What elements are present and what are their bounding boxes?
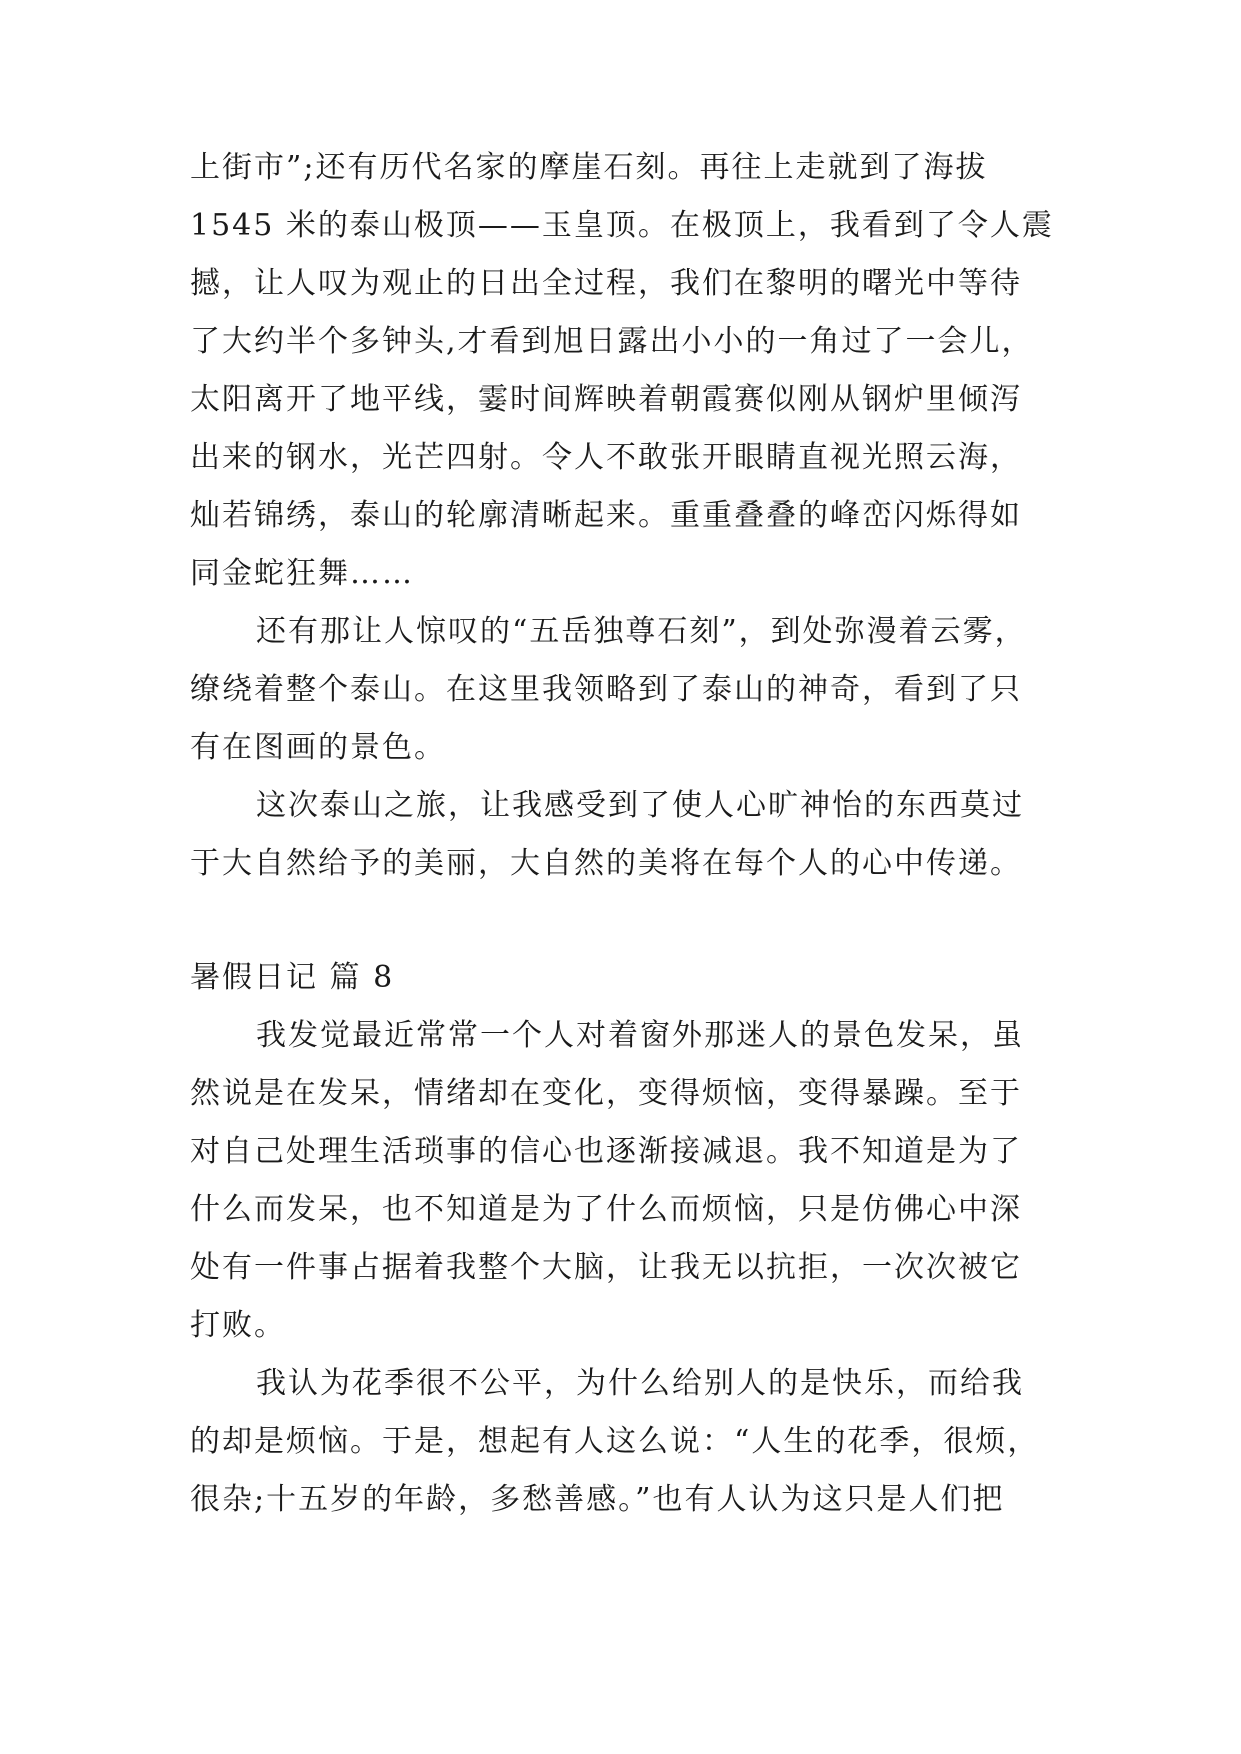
text-line: 什么而发呆，也不知道是为了什么而烦恼，只是仿佛心中深 [190, 1192, 1022, 1227]
text-line: 于大自然给予的美丽，大自然的美将在每个人的心中传递。 [190, 846, 1022, 881]
text-line: 上街市”;还有历代名家的摩崖石刻。再往上走就到了海拔 [190, 150, 988, 185]
text-line: 出来的钢水，光芒四射。令人不敢张开眼睛直视光照云海， [190, 440, 1022, 475]
section-heading: 暑假日记 篇 8 [190, 960, 395, 995]
text-line: 然说是在发呆，情绪却在变化，变得烦恼，变得暴躁。至于 [190, 1076, 1022, 1111]
text-line: 对自己处理生活琐事的信心也逐渐接减退。我不知道是为了 [190, 1134, 1022, 1169]
paragraph-first-line: 这次泰山之旅，让我感受到了使人心旷神怡的东西莫过 [256, 788, 1024, 823]
text-line: 1545 米的泰山极顶——玉皇顶。在极顶上，我看到了令人震 [190, 208, 1054, 243]
text-line: 缭绕着整个泰山。在这里我领略到了泰山的神奇，看到了只 [190, 672, 1022, 707]
text-line: 处有一件事占据着我整个大脑，让我无以抗拒，一次次被它 [190, 1250, 1022, 1285]
text-line: 很杂;十五岁的年龄，多愁善感。”也有人认为这只是人们把 [190, 1482, 1005, 1517]
text-line: 有在图画的景色。 [190, 730, 446, 765]
text-line: 太阳离开了地平线，霎时间辉映着朝霞赛似刚从钢炉里倾泻 [190, 382, 1022, 417]
paragraph-first-line: 还有那让人惊叹的“五岳独尊石刻”，到处弥漫着云雾， [256, 614, 1027, 649]
paragraph-first-line: 我认为花季很不公平，为什么给别人的是快乐，而给我 [256, 1366, 1024, 1401]
text-line: 的却是烦恼。于是，想起有人这么说：“人生的花季，很烦， [190, 1424, 1040, 1459]
text-line: 打败。 [190, 1308, 286, 1343]
text-line: 撼，让人叹为观止的日出全过程，我们在黎明的曙光中等待 [190, 266, 1022, 301]
text-line: 同金蛇狂舞…… [190, 556, 414, 591]
paragraph-first-line: 我发觉最近常常一个人对着窗外那迷人的景色发呆，虽 [256, 1018, 1024, 1053]
text-line: 灿若锦绣，泰山的轮廓清晰起来。重重叠叠的峰峦闪烁得如 [190, 498, 1022, 533]
text-line: 了大约半个多钟头,才看到旭日露出小小的一角过了一会儿， [190, 324, 1034, 359]
